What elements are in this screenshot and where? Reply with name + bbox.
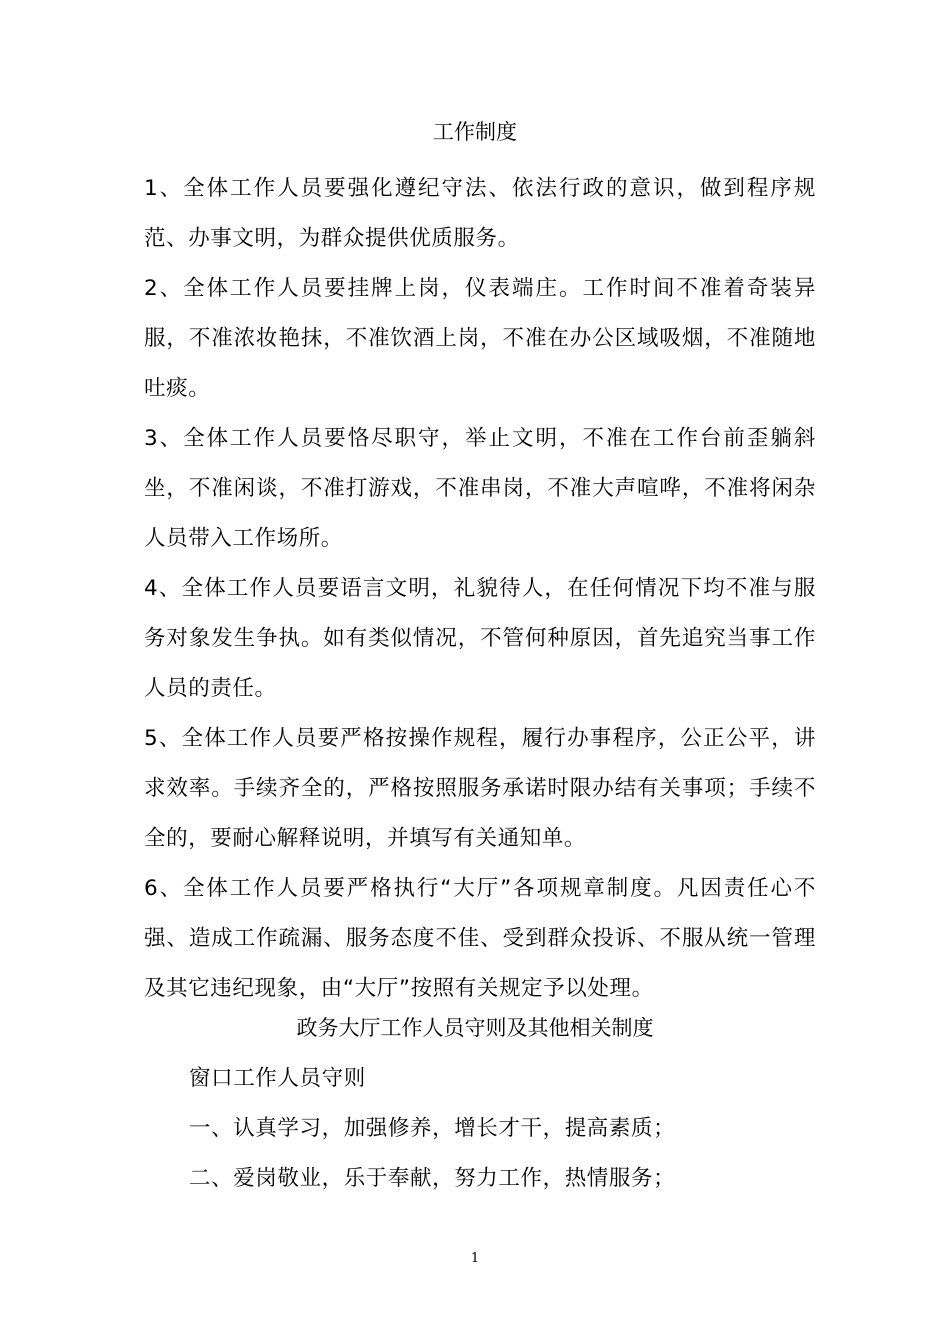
page-title: 工作制度 bbox=[433, 120, 517, 144]
paragraph-1: 1、全体工作人员要强化遵纪守法、依法行政的意识，做到程序规范、办事文明，为群众提供优质服务。 bbox=[144, 176, 816, 251]
section2-title: 政务大厅工作人员守则及其他相关制度 bbox=[296, 1016, 654, 1040]
paragraph-5: 5、全体工作人员要严格按操作规程，履行办事程序，公正公平，讲求效率。手续齐全的，严格按照服务承诺时限办结有关事项；手续不全的，要耐心解释说明，并填写有关通知单。 bbox=[144, 726, 816, 851]
work-rules-body bbox=[144, 164, 816, 1014]
paragraph-2: 2、全体工作人员要挂牌上岗，仪表端庄。工作时间不准着奇装异服，不准浓妆艳抹，不准饮酒上岗，不准在办公区域吸烟，不准随地吐痰。 bbox=[144, 276, 816, 401]
window-staff-rules bbox=[189, 1054, 819, 1204]
paragraph-4: 4、全体工作人员要语言文明，礼貌待人，在任何情况下均不准与服务对象发生争执。如有类似情况，不管何种原因，首先追究当事工作人员的责任。 bbox=[144, 576, 816, 701]
rule-item-1: 一、认真学习，加强修养，增长才干，提高素质； bbox=[189, 1116, 676, 1141]
paragraph-6: 6、全体工作人员要严格执行“大厅”各项规章制度。凡因责任心不强、造成工作疏漏、服务态度不佳、受到群众投诉、不服从统一管理及其它违纪现象，由“大厅”按照有关规定予以处理。 bbox=[144, 876, 816, 1001]
subsection-title: 窗口工作人员守则 bbox=[189, 1066, 366, 1091]
rule-item-2: 二、爱岗敬业，乐于奉献，努力工作，热情服务； bbox=[189, 1166, 676, 1191]
page-number: 1 bbox=[470, 1251, 480, 1266]
paragraph-3: 3、全体工作人员要恪尽职守，举止文明，不准在工作台前歪躺斜坐，不准闲谈，不准打游戏，不准串岗，不准大声喧哗，不准将闲杂人员带入工作场所。 bbox=[144, 426, 816, 551]
